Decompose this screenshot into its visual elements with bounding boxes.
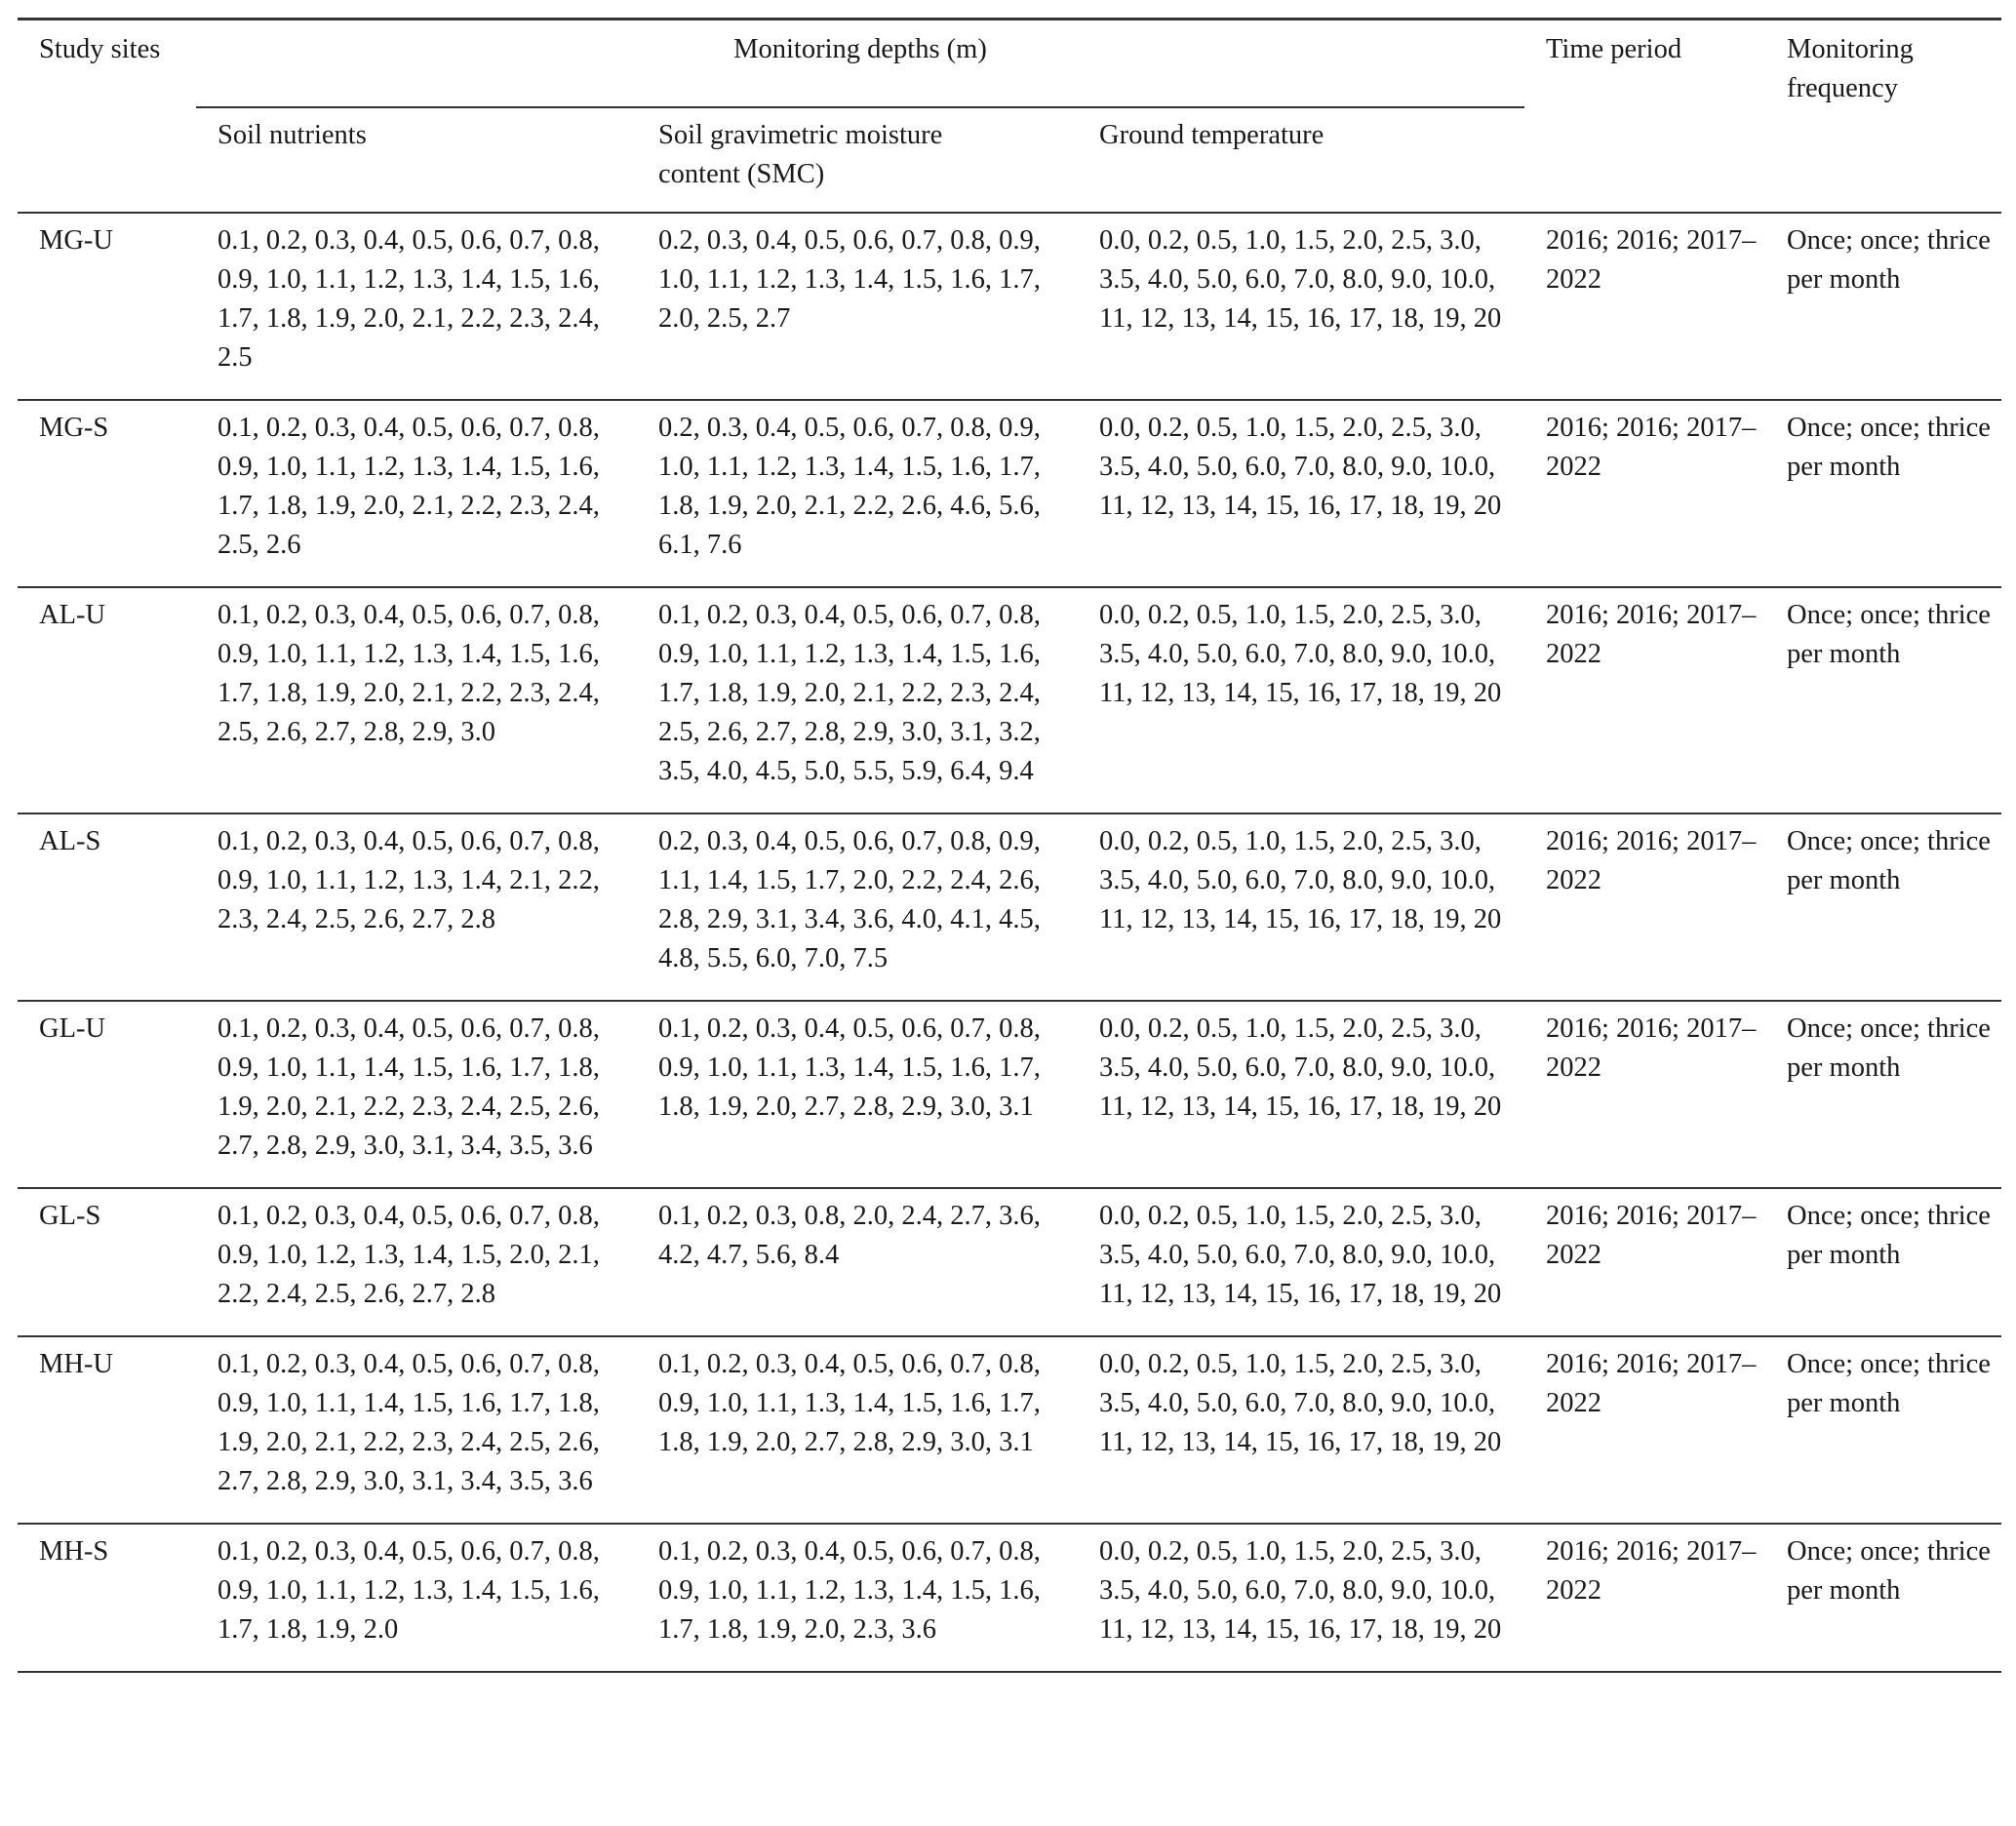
soil-nutrients-cell: 0.1, 0.2, 0.3, 0.4, 0.5, 0.6, 0.7, 0.8, 0.9, 1.0, 1.1, 1.4, 1.5, 1.6, 1.7, 1.8, 1.9, 2.0, 2.1, 2.2, 2.3, 2.4, 2.5, 2.6, 2.7, 2.8, 2.9, 3.0, 3.1, 3.4, 3.5, 3.6 — [196, 1001, 637, 1188]
site-cell: MG-S — [18, 400, 196, 587]
table-row — [18, 814, 2001, 1001]
time-period-cell: 2016; 2016; 2017–2022 — [1524, 1336, 1765, 1524]
header-monitoring-depths: Monitoring depths (m) — [196, 20, 1524, 108]
header-ground-temperature: Ground temperature — [1078, 107, 1524, 213]
site-cell: MG-U — [18, 213, 196, 400]
site-cell: MH-S — [18, 1524, 196, 1672]
soil-nutrients-cell: 0.1, 0.2, 0.3, 0.4, 0.5, 0.6, 0.7, 0.8, 0.9, 1.0, 1.1, 1.2, 1.3, 1.4, 1.5, 1.6, 1.7, 1.8, 1.9, 2.0, 2.1, 2.2, 2.3, 2.4, 2.5, 2.6 — [196, 400, 637, 587]
header-monitoring-frequency: Monitoring frequency — [1765, 20, 2001, 214]
time-period-cell: 2016; 2016; 2017–2022 — [1524, 1524, 1765, 1672]
time-period-cell: 2016; 2016; 2017–2022 — [1524, 1001, 1765, 1188]
smc-cell: 0.1, 0.2, 0.3, 0.4, 0.5, 0.6, 0.7, 0.8, 0.9, 1.0, 1.1, 1.2, 1.3, 1.4, 1.5, 1.6, 1.7, 1.8, 1.9, 2.0, 2.3, 3.6 — [637, 1524, 1078, 1672]
table-row — [18, 1524, 2001, 1672]
table-row — [18, 213, 2001, 400]
soil-nutrients-cell: 0.1, 0.2, 0.3, 0.4, 0.5, 0.6, 0.7, 0.8, 0.9, 1.0, 1.1, 1.2, 1.3, 1.4, 1.5, 1.6, 1.7, 1.8, 1.9, 2.0, 2.1, 2.2, 2.3, 2.4, 2.5, 2.6, 2.7, 2.8, 2.9, 3.0 — [196, 587, 637, 814]
ground-temperature-cell: 0.0, 0.2, 0.5, 1.0, 1.5, 2.0, 2.5, 3.0, 3.5, 4.0, 5.0, 6.0, 7.0, 8.0, 9.0, 10.0, 11, 12, 13, 14, 15, 16, 17, 18, 19, 20 — [1078, 1524, 1524, 1672]
smc-cell: 0.2, 0.3, 0.4, 0.5, 0.6, 0.7, 0.8, 0.9, 1.0, 1.1, 1.2, 1.3, 1.4, 1.5, 1.6, 1.7, 1.8, 1.9, 2.0, 2.1, 2.2, 2.6, 4.6, 5.6, 6.1, 7.6 — [637, 400, 1078, 587]
ground-temperature-cell: 0.0, 0.2, 0.5, 1.0, 1.5, 2.0, 2.5, 3.0, 3.5, 4.0, 5.0, 6.0, 7.0, 8.0, 9.0, 10.0, 11, 12, 13, 14, 15, 16, 17, 18, 19, 20 — [1078, 814, 1524, 1001]
frequency-cell: Once; once; thrice per month — [1765, 814, 2001, 1001]
smc-cell: 0.1, 0.2, 0.3, 0.4, 0.5, 0.6, 0.7, 0.8, 0.9, 1.0, 1.1, 1.3, 1.4, 1.5, 1.6, 1.7, 1.8, 1.9, 2.0, 2.7, 2.8, 2.9, 3.0, 3.1 — [637, 1336, 1078, 1524]
table-row — [18, 587, 2001, 814]
header-time-period: Time period — [1524, 20, 1765, 214]
ground-temperature-cell: 0.0, 0.2, 0.5, 1.0, 1.5, 2.0, 2.5, 3.0, 3.5, 4.0, 5.0, 6.0, 7.0, 8.0, 9.0, 10.0, 11, 12, 13, 14, 15, 16, 17, 18, 19, 20 — [1078, 213, 1524, 400]
ground-temperature-cell: 0.0, 0.2, 0.5, 1.0, 1.5, 2.0, 2.5, 3.0, 3.5, 4.0, 5.0, 6.0, 7.0, 8.0, 9.0, 10.0, 11, 12, 13, 14, 15, 16, 17, 18, 19, 20 — [1078, 400, 1524, 587]
soil-nutrients-cell: 0.1, 0.2, 0.3, 0.4, 0.5, 0.6, 0.7, 0.8, 0.9, 1.0, 1.2, 1.3, 1.4, 1.5, 2.0, 2.1, 2.2, 2.4, 2.5, 2.6, 2.7, 2.8 — [196, 1188, 637, 1336]
smc-cell: 0.1, 0.2, 0.3, 0.4, 0.5, 0.6, 0.7, 0.8, 0.9, 1.0, 1.1, 1.3, 1.4, 1.5, 1.6, 1.7, 1.8, 1.9, 2.0, 2.7, 2.8, 2.9, 3.0, 3.1 — [637, 1001, 1078, 1188]
header-soil-nutrients: Soil nutrients — [196, 107, 637, 213]
monitoring-table-container — [18, 18, 2001, 1673]
ground-temperature-cell: 0.0, 0.2, 0.5, 1.0, 1.5, 2.0, 2.5, 3.0, 3.5, 4.0, 5.0, 6.0, 7.0, 8.0, 9.0, 10.0, 11, 12, 13, 14, 15, 16, 17, 18, 19, 20 — [1078, 1001, 1524, 1188]
frequency-cell: Once; once; thrice per month — [1765, 1524, 2001, 1672]
frequency-cell: Once; once; thrice per month — [1765, 1001, 2001, 1188]
table-body — [18, 213, 2001, 1672]
site-cell: GL-U — [18, 1001, 196, 1188]
frequency-cell: Once; once; thrice per month — [1765, 213, 2001, 400]
site-cell: AL-U — [18, 587, 196, 814]
table-header — [18, 20, 2001, 214]
time-period-cell: 2016; 2016; 2017–2022 — [1524, 814, 1765, 1001]
frequency-cell: Once; once; thrice per month — [1765, 1336, 2001, 1524]
frequency-cell: Once; once; thrice per month — [1765, 1188, 2001, 1336]
soil-nutrients-cell: 0.1, 0.2, 0.3, 0.4, 0.5, 0.6, 0.7, 0.8, 0.9, 1.0, 1.1, 1.2, 1.3, 1.4, 1.5, 1.6, 1.7, 1.8, 1.9, 2.0, 2.1, 2.2, 2.3, 2.4, 2.5 — [196, 213, 637, 400]
table-row — [18, 1188, 2001, 1336]
soil-nutrients-cell: 0.1, 0.2, 0.3, 0.4, 0.5, 0.6, 0.7, 0.8, 0.9, 1.0, 1.1, 1.2, 1.3, 1.4, 1.5, 1.6, 1.7, 1.8, 1.9, 2.0 — [196, 1524, 637, 1672]
monitoring-depths-table — [18, 18, 2001, 1673]
smc-cell: 0.1, 0.2, 0.3, 0.8, 2.0, 2.4, 2.7, 3.6, 4.2, 4.7, 5.6, 8.4 — [637, 1188, 1078, 1336]
header-smc: Soil gravimetric moisture content (SMC) — [637, 107, 1078, 213]
table-row — [18, 400, 2001, 587]
ground-temperature-cell: 0.0, 0.2, 0.5, 1.0, 1.5, 2.0, 2.5, 3.0, 3.5, 4.0, 5.0, 6.0, 7.0, 8.0, 9.0, 10.0, 11, 12, 13, 14, 15, 16, 17, 18, 19, 20 — [1078, 587, 1524, 814]
smc-cell: 0.2, 0.3, 0.4, 0.5, 0.6, 0.7, 0.8, 0.9, 1.0, 1.1, 1.2, 1.3, 1.4, 1.5, 1.6, 1.7, 2.0, 2.5, 2.7 — [637, 213, 1078, 400]
time-period-cell: 2016; 2016; 2017–2022 — [1524, 400, 1765, 587]
site-cell: MH-U — [18, 1336, 196, 1524]
ground-temperature-cell: 0.0, 0.2, 0.5, 1.0, 1.5, 2.0, 2.5, 3.0, 3.5, 4.0, 5.0, 6.0, 7.0, 8.0, 9.0, 10.0, 11, 12, 13, 14, 15, 16, 17, 18, 19, 20 — [1078, 1188, 1524, 1336]
time-period-cell: 2016; 2016; 2017–2022 — [1524, 1188, 1765, 1336]
site-cell: AL-S — [18, 814, 196, 1001]
soil-nutrients-cell: 0.1, 0.2, 0.3, 0.4, 0.5, 0.6, 0.7, 0.8, 0.9, 1.0, 1.1, 1.4, 1.5, 1.6, 1.7, 1.8, 1.9, 2.0, 2.1, 2.2, 2.3, 2.4, 2.5, 2.6, 2.7, 2.8, 2.9, 3.0, 3.1, 3.4, 3.5, 3.6 — [196, 1336, 637, 1524]
frequency-cell: Once; once; thrice per month — [1765, 587, 2001, 814]
header-study-sites: Study sites — [18, 20, 196, 214]
ground-temperature-cell: 0.0, 0.2, 0.5, 1.0, 1.5, 2.0, 2.5, 3.0, 3.5, 4.0, 5.0, 6.0, 7.0, 8.0, 9.0, 10.0, 11, 12, 13, 14, 15, 16, 17, 18, 19, 20 — [1078, 1336, 1524, 1524]
smc-cell: 0.1, 0.2, 0.3, 0.4, 0.5, 0.6, 0.7, 0.8, 0.9, 1.0, 1.1, 1.2, 1.3, 1.4, 1.5, 1.6, 1.7, 1.8, 1.9, 2.0, 2.1, 2.2, 2.3, 2.4, 2.5, 2.6, 2.7, 2.8, 2.9, 3.0, 3.1, 3.2, 3.5, 4.0, 4.5, 5.0, 5.5, 5.9, 6.4, 9.4 — [637, 587, 1078, 814]
site-cell: GL-S — [18, 1188, 196, 1336]
table-row — [18, 1001, 2001, 1188]
time-period-cell: 2016; 2016; 2017–2022 — [1524, 587, 1765, 814]
frequency-cell: Once; once; thrice per month — [1765, 400, 2001, 587]
smc-cell: 0.2, 0.3, 0.4, 0.5, 0.6, 0.7, 0.8, 0.9, 1.1, 1.4, 1.5, 1.7, 2.0, 2.2, 2.4, 2.6, 2.8, 2.9, 3.1, 3.4, 3.6, 4.0, 4.1, 4.5, 4.8, 5.5, 6.0, 7.0, 7.5 — [637, 814, 1078, 1001]
table-row — [18, 1336, 2001, 1524]
soil-nutrients-cell: 0.1, 0.2, 0.3, 0.4, 0.5, 0.6, 0.7, 0.8, 0.9, 1.0, 1.1, 1.2, 1.3, 1.4, 2.1, 2.2, 2.3, 2.4, 2.5, 2.6, 2.7, 2.8 — [196, 814, 637, 1001]
time-period-cell: 2016; 2016; 2017–2022 — [1524, 213, 1765, 400]
